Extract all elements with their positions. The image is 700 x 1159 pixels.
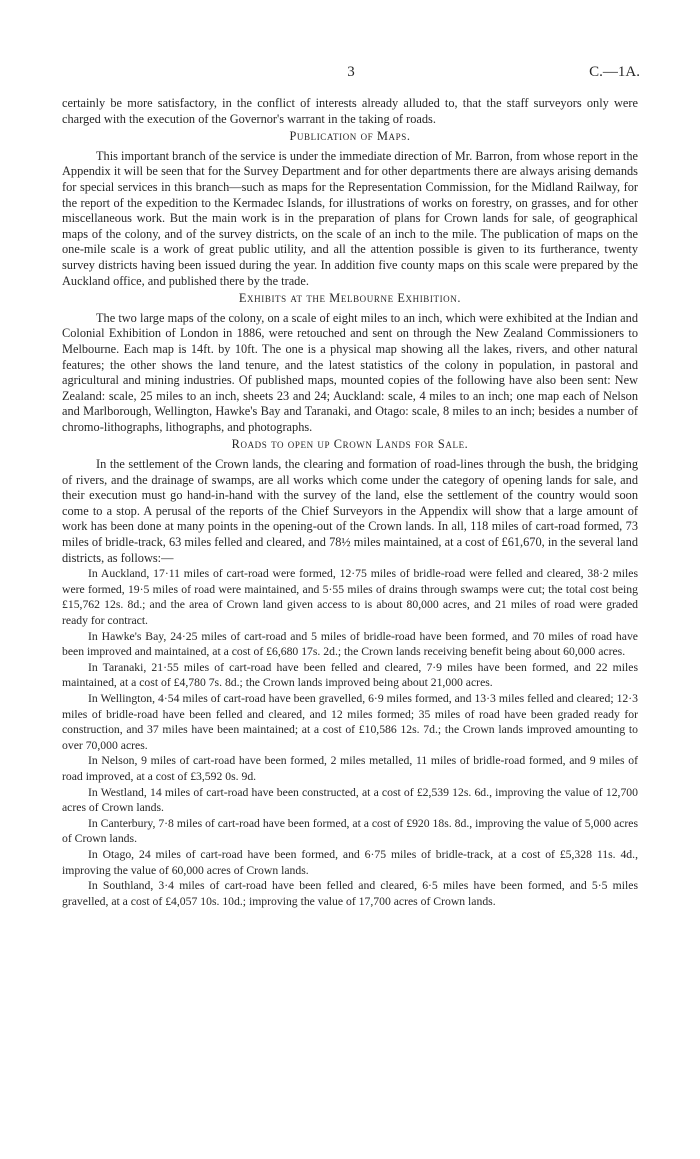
paragraph-exhibits: The two large maps of the colony, on a scale of eight miles to an inch, which were exhibited at the Indian and Colonial Exhibition of London in 1886, were retouched and sent on through the New Zealand Commissioners to Melbourne. Each map is 14ft. by 10ft. The one is a physical map showing all the lakes, rivers, and other natural features; the other shows the land tenure, and the latest statistics of the colony in population, in pastoral and agricultural and mining industries. Of published maps, mounted copies of the following have also been sent: New Zealand: scale, 25 miles to an inch, sheets 23 and 24; Auckland: scale, 4 miles to an inch; one map each of Nelson and Marlborough, Wellington, Hawke's Bay and Taranaki, and Otago: scale, 8 miles to an inch; besides a number of chromo-lithographs, lithographs, and photographs. xyxy=(62,310,638,434)
paragraph-wellington: In Wellington, 4·54 miles of cart-road have been gravelled, 6·9 miles formed, and 13·3 miles felled and cleared; 12·3 miles of bridle-road have been felled and cleared, and 12 miles formed; 35 miles of road have been graded ready for construction, and 37 miles have been maintained; at a cost of £10,586 12s. 7d.; the Crown lands improved amounting to over 70,000 acres. xyxy=(62,691,638,752)
page-number: 3 xyxy=(347,64,355,80)
paragraph-otago: In Otago, 24 miles of cart-road have been formed, and 6·75 miles of bridle-track, at a cost of £5,328 11s. 4d., improving the value of 60,000 acres of Crown lands. xyxy=(62,847,638,877)
paragraph-taranaki: In Taranaki, 21·55 miles of cart-road have been felled and cleared, 7·9 miles have been formed, and 22 miles maintained, at a cost of £4,780 7s. 8d.; the Crown lands improved being about 21,000 acres. xyxy=(62,660,638,690)
paragraph-southland: In Southland, 3·4 miles of cart-road have been felled and cleared, 6·5 miles have been formed, and 5·5 miles gravelled, at a cost of £4,057 10s. 10d.; improving the value of 17,700 acres of Crown lands. xyxy=(62,879,638,908)
paragraph-intro: certainly be more satisfactory, in the conflict of interests already alluded to, that the staff surveyors only were charged with the execution of the Governor's warrant in the taking of roads. xyxy=(62,96,638,126)
paragraph-hawkes-bay: In Hawke's Bay, 24·25 miles of cart-road and 5 miles of bridle-road have been formed, and 70 miles of road have been improved and maintained, at a cost of £6,680 17s. 2d.; the Crown lands receiving benefit being about 60,000 acres. xyxy=(62,629,638,659)
page-header xyxy=(62,64,640,84)
document-reference: C.—1A. xyxy=(589,64,640,80)
heading-publication-of-maps: Publication of Maps. xyxy=(289,129,411,144)
paragraph-auckland: In Auckland, 17·11 miles of cart-road were formed, 12·75 miles of bridle-road were felled and cleared, 38·2 miles were formed, 19·5 miles of road were maintained, and 5·55 miles of drains through swamps were cut; the total cost being £15,762 12s. 8d.; and the area of Crown land given access to is about 80,000 acres, and 21 miles of road were graded ready for contract. xyxy=(62,567,638,627)
paragraph-canterbury: In Canterbury, 7·8 miles of cart-road have been formed, at a cost of £920 18s. 8d., improving the value of 5,000 acres of Crown lands. xyxy=(62,816,639,846)
page-body xyxy=(62,96,638,909)
paragraph-westland: In Westland, 14 miles of cart-road have been constructed, at a cost of £2,539 12s. 6d., improving the value of 12,700 acres of Crown lands. xyxy=(62,785,638,815)
heading-exhibits: Exhibits at the Melbourne Exhibition. xyxy=(238,291,462,306)
paragraph-roads: In the settlement of the Crown lands, the clearing and formation of road-lines through the bush, the bridging of rivers, and the drainage of swamps, are all works which come under the category of opening lands for sale, and their execution must go hand-in-hand with the survey of the land, else the settlement of the country would soon come to a stop. A perusal of the reports of the Chief Surveyors in the Appendix will show that a large amount of work has been done at many points in the opening-out of the Crown lands. In all, 118 miles of cart-road formed, 73 miles of bridle-track, 63 miles felled and cleared, and 78½ miles maintained, at a cost of £61,670, in the several land districts, as follows:— xyxy=(62,457,638,565)
paragraph-nelson: In Nelson, 9 miles of cart-road have been formed, 2 miles metalled, 11 miles of bridle-road formed, and 9 miles of road improved, at a cost of £3,592 0s. 9d. xyxy=(62,754,638,783)
paragraph-maps: This important branch of the service is under the immediate direction of Mr. Barron, from whose report in the Appendix it will be seen that for the Survey Department and for other departments there are always arising demands for special services in this branch—such as maps for the Representation Commission, for the Midland Railway, for the report of the expedition to the Kermadec Islands, for illustrations of works on forestry, on grasses, and for other miscellaneous work. But the main work is in the preparation of plans for Crown lands for sale, of geographical maps of the colony, and of the survey districts, on the scale of an inch to the mile. The publication of maps on the one-mile scale is a work of great public utility, and all the attention possible is given to its furtherance, twenty survey districts having been issued during the year. In addition five county maps on this scale were prepared by the Auckland office, and published there by the trade. xyxy=(62,148,638,288)
heading-roads: Roads to open up Crown Lands for Sale. xyxy=(231,437,469,452)
